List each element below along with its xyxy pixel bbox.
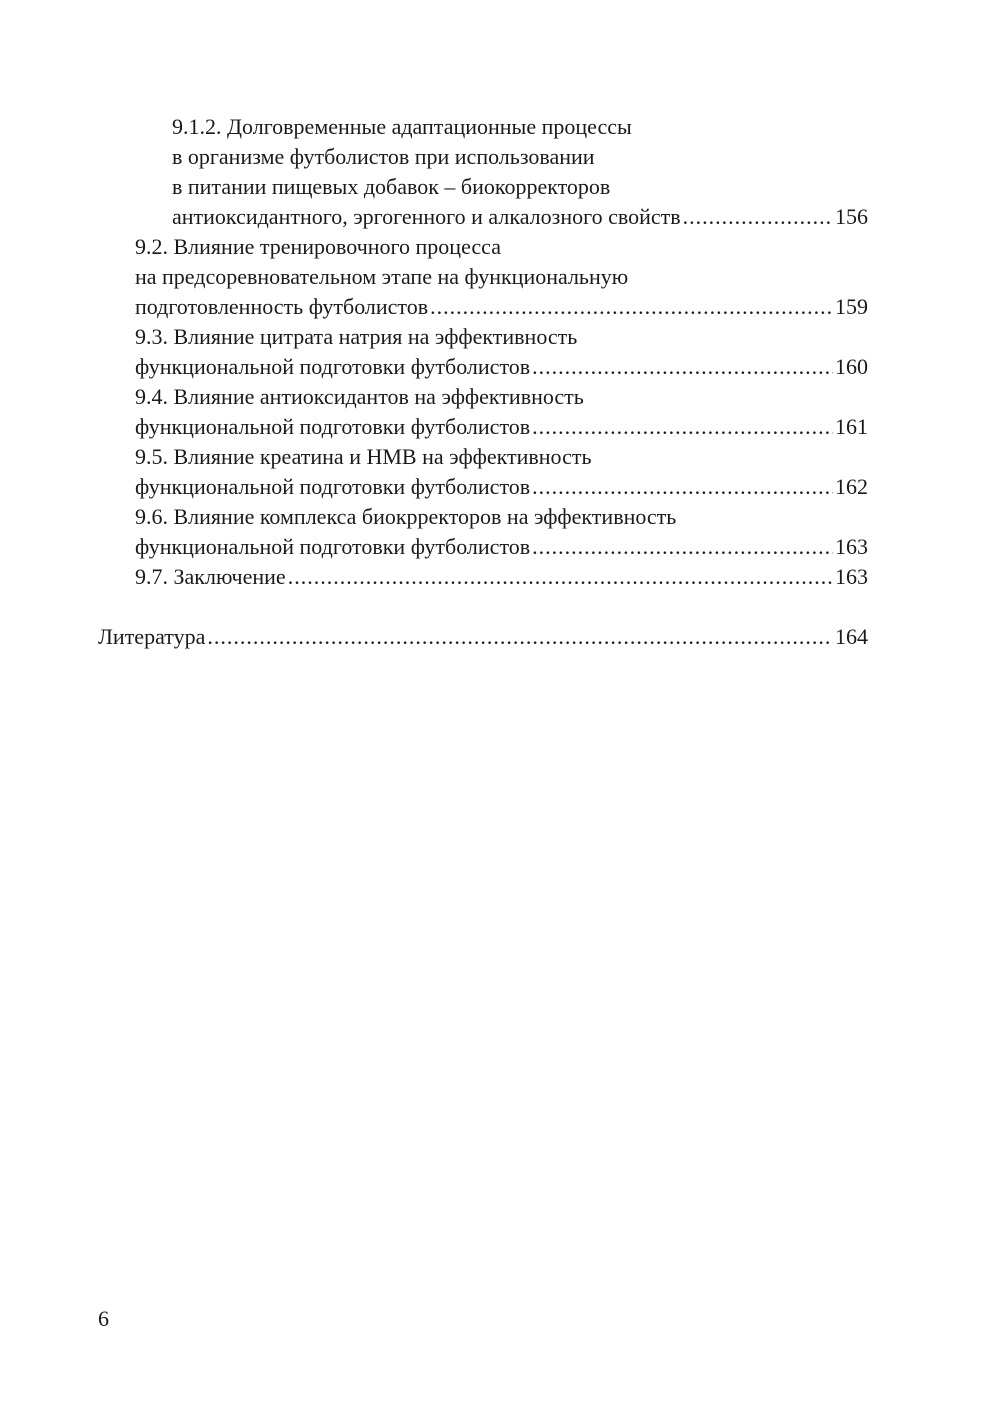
toc-page-number: 156: [835, 204, 868, 229]
toc-page-number: 162: [835, 474, 868, 499]
toc-entry-text-line: антиоксидантного, эргогенного и алкалозного свойств: [172, 204, 681, 229]
toc-entry-text-line: 9.1.2. Долговременные адаптационные процессы: [172, 114, 632, 139]
toc-entry-literature[interactable]: [98, 622, 868, 652]
toc-entry-last-line: [135, 562, 868, 592]
toc-page-number: 161: [835, 414, 868, 439]
toc-entry-last-line: [135, 412, 868, 442]
toc-page-number: 164: [835, 624, 868, 649]
toc-entry-last-line: [135, 352, 868, 382]
dot-leader: [532, 532, 833, 562]
toc-entry-text-line: в организме футболистов при использовании: [172, 144, 595, 169]
toc-entry-text-line: 9.6. Влияние комплекса биокрректоров на эффективность: [135, 504, 677, 529]
toc-entry-9-5[interactable]: [135, 442, 868, 502]
toc-entry-text-line: 9.5. Влияние креатина и HMB на эффективность: [135, 444, 592, 469]
toc-entry-9-2[interactable]: [135, 232, 868, 322]
dot-leader: [532, 352, 833, 382]
toc-entry-last-line: [135, 532, 868, 562]
toc-entry-text-line: 9.3. Влияние цитрата натрия на эффективность: [135, 324, 578, 349]
dot-leader: [683, 202, 833, 232]
page-footer-number: 6: [98, 1306, 109, 1331]
toc-entry-9-1-2[interactable]: [172, 112, 868, 232]
toc-entry-text-line: функциональной подготовки футболистов: [135, 474, 531, 499]
dot-leader: [430, 292, 833, 322]
toc-entry-text-line: 9.4. Влияние антиоксидантов на эффективность: [135, 384, 584, 409]
toc-entry-text-line: подготовленность футболистов: [135, 294, 429, 319]
toc-entry-last-line: [135, 472, 868, 502]
toc-page-number: 163: [835, 564, 868, 589]
dot-leader: [207, 622, 833, 652]
toc-entry-9-6[interactable]: [135, 502, 868, 562]
table-of-contents: [0, 112, 1000, 652]
toc-entry-last-line: [135, 292, 868, 322]
toc-entry-text-line: на предсоревновательном этапе на функциональную: [135, 264, 629, 289]
toc-entry-text-line: функциональной подготовки футболистов: [135, 414, 531, 439]
toc-entry-text-line: функциональной подготовки футболистов: [135, 354, 531, 379]
toc-entry-text-line: 9.7. Заключение: [135, 564, 286, 589]
toc-entry-text-line: в питании пищевых добавок – биокорректоров: [172, 174, 611, 199]
toc-page-number: 160: [835, 354, 868, 379]
dot-leader: [288, 562, 833, 592]
toc-entry-text-line: Литература: [98, 624, 206, 649]
toc-entry-text-line: функциональной подготовки футболистов: [135, 534, 531, 559]
toc-entry-last-line: [172, 202, 868, 232]
dot-leader: [532, 412, 833, 442]
toc-entry-9-7[interactable]: [135, 562, 868, 592]
toc-entry-9-4[interactable]: [135, 382, 868, 442]
toc-entry-last-line: [98, 622, 868, 652]
dot-leader: [532, 472, 833, 502]
toc-page-number: 159: [835, 294, 868, 319]
toc-page-number: 163: [835, 534, 868, 559]
toc-entry-text-line: 9.2. Влияние тренировочного процесса: [135, 234, 501, 259]
toc-entry-9-3[interactable]: [135, 322, 868, 382]
